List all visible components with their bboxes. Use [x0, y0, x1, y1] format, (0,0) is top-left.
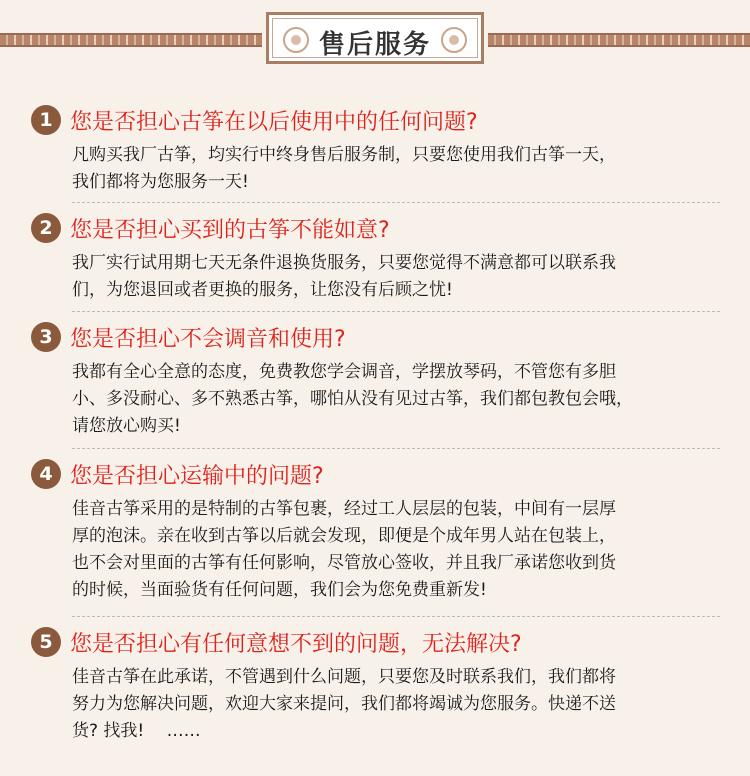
answer-line: 也不会对里面的古筝有任何影响，尽管放心签收，并且我厂承诺您收到货 — [72, 553, 616, 573]
header-banner — [0, 0, 750, 78]
question-row — [31, 456, 324, 492]
question-row — [31, 210, 390, 246]
answer-text — [72, 142, 732, 196]
answer-line: 我们都将为您服务一天! — [72, 172, 249, 192]
number-badge: 1 — [31, 105, 61, 135]
answer-text — [72, 359, 732, 440]
question-text: 您是否担心不会调音和使用? — [70, 326, 346, 352]
title-frame — [266, 12, 484, 64]
decorative-band-right — [488, 33, 750, 47]
page-title: 售后服务 — [318, 30, 431, 60]
answer-line: 努力为您解决问题，欢迎大家来提问，我们都将竭诚为您服务。快递不送 — [72, 694, 616, 714]
question-row — [31, 624, 522, 660]
answer-line: 们，为您退回或者更换的服务，让您没有后顾之忧! — [72, 280, 453, 300]
question-text: 您是否担心买到的古筝不能如意? — [70, 217, 390, 243]
question-row — [31, 102, 478, 138]
answer-line: 的时候，当面验货有任何问题，我们会为您免费重新发! — [72, 580, 487, 600]
divider — [72, 311, 720, 312]
number-badge: 2 — [31, 213, 61, 243]
divider — [72, 448, 720, 449]
answer-line: 厚的泡沫。亲在收到古筝以后就会发现，即便是个成年男人站在包装上， — [72, 526, 616, 546]
question-text: 您是否担心古筝在以后使用中的任何问题? — [70, 109, 478, 135]
question-text: 您是否担心有任何意想不到的问题，无法解决? — [70, 631, 522, 657]
answer-text — [72, 250, 732, 304]
answer-line: 货? 找我! …… — [72, 721, 201, 741]
answer-line: 小、多没耐心、多不熟悉古筝，哪怕从没有见过古筝，我们都包教包会哦， — [72, 389, 633, 409]
number-badge: 3 — [31, 322, 61, 352]
answer-text — [72, 496, 732, 604]
divider — [72, 202, 720, 203]
answer-line: 请您放心购买! — [72, 416, 181, 436]
answer-text — [72, 664, 732, 745]
answer-line: 我厂实行试用期七天无条件退换货服务，只要您觉得不满意都可以联系我 — [72, 253, 616, 273]
answer-line: 凡购买我厂古筝，均实行中终身售后服务制，只要您使用我们古筝一天， — [72, 145, 616, 165]
decorative-band-left — [0, 33, 262, 47]
number-badge: 4 — [31, 459, 61, 489]
question-row — [31, 319, 346, 355]
question-text: 您是否担心运输中的问题? — [70, 463, 324, 489]
answer-line: 我都有全心全意的态度，免费教您学会调音，学摆放琴码，不管您有多胆 — [72, 362, 616, 382]
divider — [72, 616, 720, 617]
answer-line: 佳音古筝采用的是特制的古筝包裹，经过工人层层的包装，中间有一层厚 — [72, 499, 616, 519]
number-badge: 5 — [31, 627, 61, 657]
answer-line: 佳音古筝在此承诺，不管遇到什么问题，只要您及时联系我们，我们都将 — [72, 667, 616, 687]
ornament-icon — [441, 27, 467, 53]
